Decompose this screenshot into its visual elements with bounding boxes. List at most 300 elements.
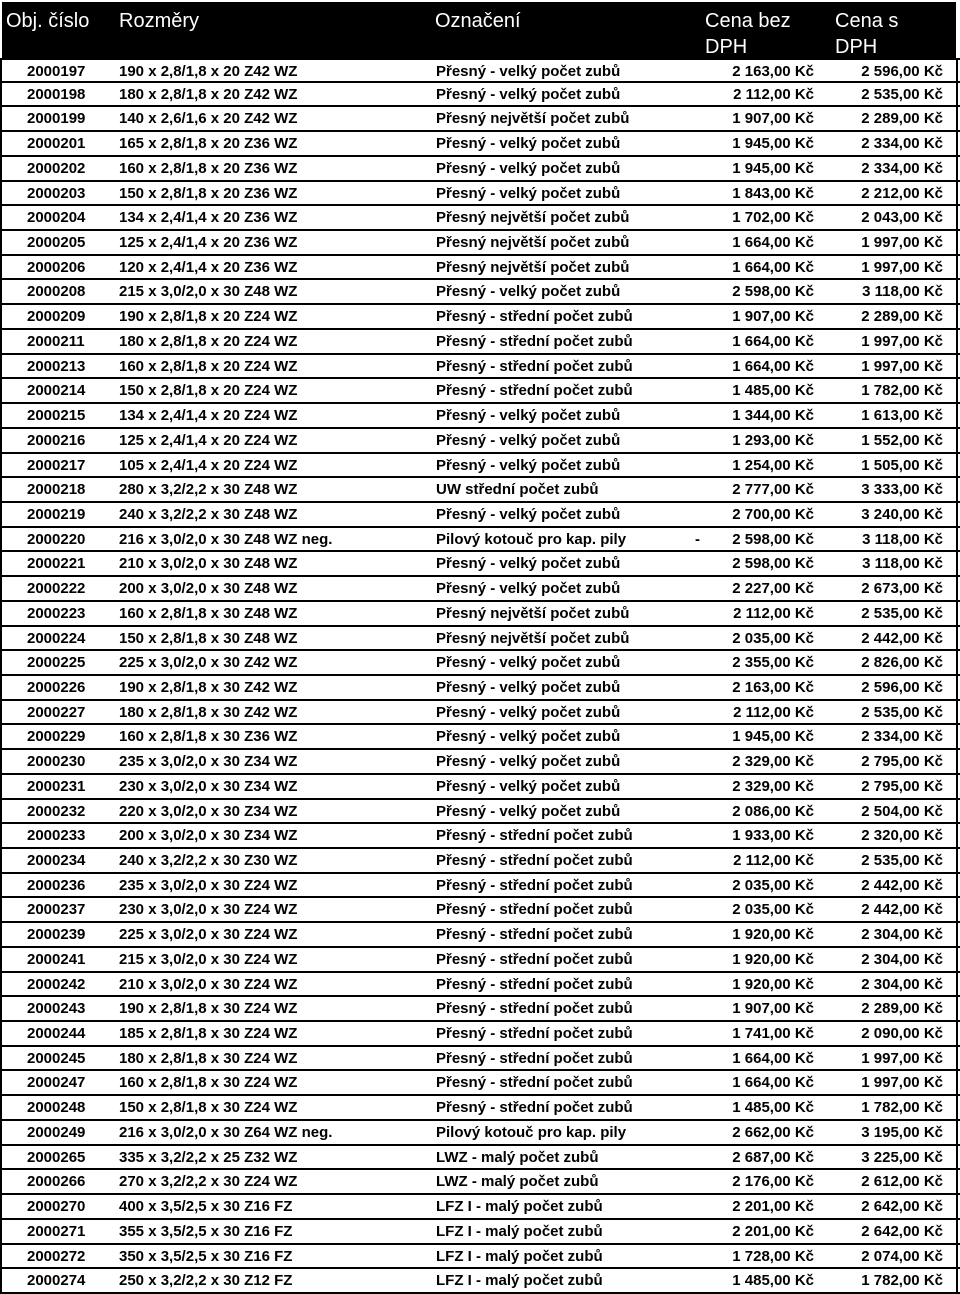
cell-cena-bez-dph: 1 920,00 Kč <box>732 950 814 968</box>
cell-rozmery: 240 x 3,2/2,2 x 30 Z30 WZ <box>119 852 298 869</box>
table-row <box>0 577 960 602</box>
row-right-border <box>956 651 958 674</box>
cell-rozmery: 125 x 2,4/1,4 x 20 Z36 WZ <box>119 234 298 252</box>
cell-rozmery: 190 x 2,8/1,8 x 30 Z24 WZ <box>119 1000 298 1018</box>
cell-cena-bez-dph: 1 933,00 Kč <box>732 827 814 845</box>
row-left-border <box>0 849 2 872</box>
cell-obj-cislo: 2000199 <box>27 110 86 128</box>
row-right-border <box>956 206 958 229</box>
row-right-border <box>956 1071 958 1094</box>
cell-rozmery: 190 x 2,8/1,8 x 30 Z42 WZ <box>119 678 298 696</box>
row-left-border <box>0 602 2 625</box>
row-right-border <box>956 60 958 81</box>
cell-oznaceni: Přesný největší počet zubů <box>436 604 630 622</box>
cell-cena-bez-dph: 1 920,00 Kč <box>732 926 814 944</box>
cell-dash-mark: - <box>695 530 700 548</box>
cell-cena-s-dph: 3 118,00 Kč <box>862 530 943 548</box>
row-left-border <box>0 898 2 921</box>
row-left-border <box>0 874 2 897</box>
cell-cena-s-dph: 2 043,00 Kč <box>861 209 943 227</box>
row-left-border <box>0 330 2 353</box>
row-left-border <box>0 627 2 650</box>
row-left-border <box>0 1121 2 1144</box>
row-left-border <box>0 1096 2 1119</box>
cell-oznaceni: Přesný největší počet zubů <box>436 209 630 227</box>
table-row <box>0 1121 960 1146</box>
row-left-border <box>0 775 2 798</box>
table-row <box>0 552 960 577</box>
row-left-border <box>0 305 2 328</box>
table-row <box>0 874 960 899</box>
cell-cena-s-dph: 2 596,00 Kč <box>861 678 943 696</box>
cell-rozmery: 230 x 3,0/2,0 x 30 Z34 WZ <box>119 777 298 795</box>
row-left-border <box>0 1195 2 1218</box>
row-right-border <box>956 83 958 106</box>
cell-cena-bez-dph: 2 035,00 Kč <box>732 629 814 647</box>
cell-rozmery: 210 x 3,0/2,0 x 30 Z24 WZ <box>119 975 298 993</box>
cell-rozmery: 105 x 2,4/1,4 x 20 Z24 WZ <box>119 456 298 474</box>
cell-oznaceni: Přesný - střední počet zubů <box>436 975 633 993</box>
cell-obj-cislo: 2000249 <box>27 1123 86 1141</box>
table-row <box>0 849 960 874</box>
cell-obj-cislo: 2000213 <box>27 357 86 375</box>
cell-rozmery: 220 x 3,0/2,0 x 30 Z34 WZ <box>119 802 298 820</box>
cell-oznaceni: Přesný - velký počet zubů <box>436 456 621 474</box>
cell-obj-cislo: 2000272 <box>27 1247 86 1265</box>
cell-rozmery: 180 x 2,8/1,8 x 30 Z24 WZ <box>119 1049 298 1067</box>
cell-cena-s-dph: 2 304,00 Kč <box>861 950 943 968</box>
cell-oznaceni: Přesný největší počet zubů <box>436 258 630 276</box>
cell-obj-cislo: 2000227 <box>27 703 86 721</box>
cell-rozmery: 210 x 3,0/2,0 x 30 Z48 WZ <box>119 555 298 573</box>
cell-obj-cislo: 2000232 <box>27 802 86 820</box>
row-right-border <box>956 725 958 748</box>
cell-cena-bez-dph: 2 355,00 Kč <box>732 654 814 672</box>
cell-oznaceni: Přesný - střední počet zubů <box>436 926 633 944</box>
cell-cena-bez-dph: 1 907,00 Kč <box>732 1000 814 1018</box>
row-left-border <box>0 182 2 205</box>
cell-oznaceni: Přesný - střední počet zubů <box>436 332 633 350</box>
cell-rozmery: 240 x 3,2/2,2 x 30 Z48 WZ <box>119 505 298 523</box>
cell-cena-s-dph: 2 795,00 Kč <box>861 777 943 795</box>
cell-rozmery: 225 x 3,0/2,0 x 30 Z42 WZ <box>119 654 298 672</box>
table-row <box>0 651 960 676</box>
price-table <box>0 58 960 1294</box>
row-left-border <box>0 1071 2 1094</box>
cell-cena-bez-dph: 1 664,00 Kč <box>732 258 814 276</box>
row-left-border <box>0 1269 2 1292</box>
cell-rozmery: 180 x 2,8/1,8 x 30 Z42 WZ <box>119 703 298 721</box>
cell-rozmery: 140 x 2,6/1,6 x 20 Z42 WZ <box>119 110 298 128</box>
table-row <box>0 750 960 775</box>
row-left-border <box>0 280 2 303</box>
cell-oznaceni: Pilový kotouč pro kap. pily <box>436 530 627 548</box>
cell-obj-cislo: 2000218 <box>27 481 86 499</box>
cell-obj-cislo: 2000225 <box>27 654 86 672</box>
row-right-border <box>956 1096 958 1119</box>
cell-cena-s-dph: 1 613,00 Kč <box>861 407 943 425</box>
cell-cena-s-dph: 2 334,00 Kč <box>861 159 943 177</box>
cell-cena-s-dph: 3 118,00 Kč <box>862 555 943 573</box>
cell-rozmery: 150 x 2,8/1,8 x 20 Z24 WZ <box>119 382 298 400</box>
cell-cena-s-dph: 3 333,00 Kč <box>861 481 943 499</box>
cell-obj-cislo: 2000237 <box>27 901 86 919</box>
cell-cena-bez-dph: 2 598,00 Kč <box>732 283 814 301</box>
row-right-border <box>956 1047 958 1070</box>
cell-rozmery: 350 x 3,5/2,5 x 30 Z16 FZ <box>119 1247 293 1265</box>
cell-cena-bez-dph: 1 485,00 Kč <box>732 1272 814 1290</box>
cell-rozmery: 160 x 2,8/1,8 x 30 Z24 WZ <box>119 1074 298 1092</box>
cell-cena-bez-dph: 1 664,00 Kč <box>732 332 814 350</box>
cell-rozmery: 120 x 2,4/1,4 x 20 Z36 WZ <box>119 258 298 276</box>
row-left-border <box>0 1022 2 1045</box>
row-left-border <box>0 132 2 155</box>
cell-oznaceni: Přesný - velký počet zubů <box>436 85 621 103</box>
cell-obj-cislo: 2000221 <box>27 555 86 573</box>
cell-oznaceni: Přesný - střední počet zubů <box>436 827 633 845</box>
row-right-border <box>956 429 958 452</box>
row-left-border <box>0 750 2 773</box>
cell-cena-bez-dph: 1 293,00 Kč <box>732 431 814 449</box>
cell-obj-cislo: 2000219 <box>27 505 86 523</box>
cell-cena-bez-dph: 1 254,00 Kč <box>732 456 814 474</box>
header-oznaceni: Označení <box>435 10 521 32</box>
cell-cena-bez-dph: 2 163,00 Kč <box>732 678 814 696</box>
table-row <box>0 1071 960 1096</box>
cell-cena-bez-dph: 2 112,00 Kč <box>733 852 814 869</box>
row-left-border <box>0 1146 2 1169</box>
row-right-border <box>956 948 958 971</box>
cell-cena-bez-dph: 2 227,00 Kč <box>732 580 814 598</box>
cell-oznaceni: Přesný - střední počet zubů <box>436 950 633 968</box>
cell-obj-cislo: 2000239 <box>27 926 86 944</box>
cell-obj-cislo: 2000214 <box>27 382 86 400</box>
cell-oznaceni: Přesný - střední počet zubů <box>436 382 633 400</box>
cell-cena-s-dph: 3 225,00 Kč <box>861 1148 943 1166</box>
cell-cena-bez-dph: 2 662,00 Kč <box>732 1123 814 1141</box>
cell-obj-cislo: 2000197 <box>27 63 86 80</box>
cell-cena-bez-dph: 2 112,00 Kč <box>733 85 814 103</box>
row-right-border <box>956 997 958 1020</box>
cell-obj-cislo: 2000220 <box>27 530 86 548</box>
row-right-border <box>956 1245 958 1268</box>
cell-cena-s-dph: 2 673,00 Kč <box>861 580 943 598</box>
cell-oznaceni: Pilový kotouč pro kap. pily <box>436 1123 627 1141</box>
row-left-border <box>0 355 2 378</box>
cell-obj-cislo: 2000271 <box>27 1222 86 1240</box>
cell-cena-bez-dph: 2 329,00 Kč <box>732 777 814 795</box>
cell-obj-cislo: 2000236 <box>27 876 86 894</box>
cell-rozmery: 216 x 3,0/2,0 x 30 Z48 WZ neg. <box>119 530 333 548</box>
cell-cena-bez-dph: 1 485,00 Kč <box>732 382 814 400</box>
cell-cena-bez-dph: 1 945,00 Kč <box>732 728 814 746</box>
cell-rozmery: 185 x 2,8/1,8 x 30 Z24 WZ <box>119 1025 298 1043</box>
cell-obj-cislo: 2000204 <box>27 209 86 227</box>
cell-obj-cislo: 2000226 <box>27 678 86 696</box>
row-left-border <box>0 206 2 229</box>
row-right-border <box>956 330 958 353</box>
row-right-border <box>956 1022 958 1045</box>
cell-oznaceni: Přesný - velký počet zubů <box>436 159 621 177</box>
cell-cena-s-dph: 2 795,00 Kč <box>861 753 943 771</box>
cell-oznaceni: Přesný - střední počet zubů <box>436 308 633 326</box>
cell-cena-s-dph: 2 304,00 Kč <box>861 975 943 993</box>
cell-oznaceni: Přesný největší počet zubů <box>436 629 630 647</box>
cell-cena-s-dph: 1 997,00 Kč <box>861 357 943 375</box>
table-row <box>0 701 960 726</box>
row-left-border <box>0 256 2 279</box>
row-right-border <box>956 1269 958 1292</box>
row-left-border <box>0 1047 2 1070</box>
row-left-border <box>0 60 2 81</box>
row-right-border <box>956 1170 958 1193</box>
row-left-border <box>0 528 2 551</box>
cell-obj-cislo: 2000234 <box>27 852 86 869</box>
row-right-border <box>956 676 958 699</box>
row-left-border <box>0 107 2 130</box>
cell-cena-s-dph: 2 442,00 Kč <box>861 876 943 894</box>
table-row <box>0 948 960 973</box>
table-row <box>0 355 960 380</box>
row-right-border <box>956 775 958 798</box>
row-right-border <box>956 231 958 254</box>
cell-rozmery: 216 x 3,0/2,0 x 30 Z64 WZ neg. <box>119 1123 333 1141</box>
cell-oznaceni: Přesný - velký počet zubů <box>436 580 621 598</box>
table-row <box>0 1047 960 1072</box>
cell-oznaceni: Přesný - střední počet zubů <box>436 876 633 894</box>
table-row <box>0 824 960 849</box>
cell-cena-s-dph: 1 782,00 Kč <box>861 382 943 400</box>
cell-cena-s-dph: 2 320,00 Kč <box>861 827 943 845</box>
table-row <box>0 404 960 429</box>
table-row <box>0 157 960 182</box>
cell-obj-cislo: 2000229 <box>27 728 86 746</box>
cell-rozmery: 190 x 2,8/1,8 x 20 Z24 WZ <box>119 308 298 326</box>
cell-cena-bez-dph: 2 201,00 Kč <box>732 1198 814 1216</box>
cell-cena-s-dph: 2 334,00 Kč <box>861 728 943 746</box>
cell-cena-s-dph: 2 090,00 Kč <box>861 1025 943 1043</box>
row-left-border <box>0 701 2 724</box>
cell-cena-bez-dph: 1 843,00 Kč <box>732 184 814 202</box>
cell-oznaceni: Přesný - velký počet zubů <box>436 283 621 301</box>
cell-cena-bez-dph: 1 728,00 Kč <box>732 1247 814 1265</box>
cell-cena-bez-dph: 2 035,00 Kč <box>732 876 814 894</box>
cell-rozmery: 190 x 2,8/1,8 x 20 Z42 WZ <box>119 63 298 80</box>
table-row <box>0 1269 960 1294</box>
cell-oznaceni: Přesný - velký počet zubů <box>436 703 621 721</box>
cell-oznaceni: Přesný - střední počet zubů <box>436 357 633 375</box>
cell-cena-bez-dph: 1 344,00 Kč <box>732 407 814 425</box>
cell-oznaceni: Přesný - střední počet zubů <box>436 1049 633 1067</box>
cell-cena-s-dph: 3 195,00 Kč <box>861 1123 943 1141</box>
cell-oznaceni: Přesný - velký počet zubů <box>436 654 621 672</box>
cell-rozmery: 235 x 3,0/2,0 x 30 Z24 WZ <box>119 876 298 894</box>
cell-obj-cislo: 2000243 <box>27 1000 86 1018</box>
cell-obj-cislo: 2000248 <box>27 1099 86 1117</box>
cell-rozmery: 230 x 3,0/2,0 x 30 Z24 WZ <box>119 901 298 919</box>
cell-cena-s-dph: 1 997,00 Kč <box>861 1074 943 1092</box>
cell-oznaceni: Přesný - střední počet zubů <box>436 852 633 869</box>
cell-rozmery: 160 x 2,8/1,8 x 20 Z24 WZ <box>119 357 298 375</box>
cell-oznaceni: LFZ I - malý počet zubů <box>436 1222 603 1240</box>
cell-cena-bez-dph: 1 485,00 Kč <box>732 1099 814 1117</box>
row-right-border <box>956 503 958 526</box>
cell-cena-bez-dph: 2 086,00 Kč <box>732 802 814 820</box>
cell-cena-bez-dph: 1 945,00 Kč <box>732 159 814 177</box>
cell-cena-s-dph: 1 552,00 Kč <box>861 431 943 449</box>
cell-cena-s-dph: 2 289,00 Kč <box>861 110 943 128</box>
row-left-border <box>0 552 2 575</box>
row-left-border <box>0 577 2 600</box>
table-row <box>0 231 960 256</box>
table-row <box>0 58 960 83</box>
cell-obj-cislo: 2000266 <box>27 1173 86 1191</box>
cell-rozmery: 235 x 3,0/2,0 x 30 Z34 WZ <box>119 753 298 771</box>
header-cena-bez-dph-line2: DPH <box>705 36 748 58</box>
cell-cena-s-dph: 2 442,00 Kč <box>861 901 943 919</box>
cell-rozmery: 250 x 3,2/2,2 x 30 Z12 FZ <box>119 1272 293 1290</box>
cell-rozmery: 165 x 2,8/1,8 x 20 Z36 WZ <box>119 135 298 153</box>
cell-rozmery: 180 x 2,8/1,8 x 20 Z42 WZ <box>119 85 298 103</box>
row-left-border <box>0 478 2 501</box>
row-right-border <box>956 454 958 477</box>
cell-obj-cislo: 2000216 <box>27 431 86 449</box>
row-right-border <box>956 849 958 872</box>
cell-cena-s-dph: 1 997,00 Kč <box>861 1049 943 1067</box>
table-row <box>0 1096 960 1121</box>
table-row <box>0 454 960 479</box>
cell-cena-s-dph: 2 212,00 Kč <box>861 184 943 202</box>
cell-cena-bez-dph: 1 664,00 Kč <box>732 357 814 375</box>
table-row <box>0 256 960 281</box>
row-right-border <box>956 132 958 155</box>
row-right-border <box>956 874 958 897</box>
cell-obj-cislo: 2000209 <box>27 308 86 326</box>
row-left-border <box>0 1170 2 1193</box>
cell-oznaceni: Přesný - střední počet zubů <box>436 1099 633 1117</box>
cell-cena-s-dph: 2 074,00 Kč <box>861 1247 943 1265</box>
row-right-border <box>956 1121 958 1144</box>
cell-obj-cislo: 2000203 <box>27 184 86 202</box>
cell-cena-bez-dph: 2 176,00 Kč <box>732 1173 814 1191</box>
cell-cena-bez-dph: 2 112,00 Kč <box>733 703 814 721</box>
cell-obj-cislo: 2000274 <box>27 1272 86 1290</box>
cell-oznaceni: Přesný - velký počet zubů <box>436 777 621 795</box>
cell-oznaceni: Přesný - velký počet zubů <box>436 431 621 449</box>
cell-oznaceni: LWZ - malý počet zubů <box>436 1173 599 1191</box>
row-right-border <box>956 157 958 180</box>
cell-obj-cislo: 2000215 <box>27 407 86 425</box>
row-left-border <box>0 676 2 699</box>
cell-cena-s-dph: 3 118,00 Kč <box>862 283 943 301</box>
cell-cena-s-dph: 1 505,00 Kč <box>861 456 943 474</box>
cell-cena-bez-dph: 1 741,00 Kč <box>732 1025 814 1043</box>
row-right-border <box>956 107 958 130</box>
cell-cena-bez-dph: 1 920,00 Kč <box>732 975 814 993</box>
cell-cena-bez-dph: 2 112,00 Kč <box>733 604 814 622</box>
cell-rozmery: 355 x 3,5/2,5 x 30 Z16 FZ <box>119 1222 293 1240</box>
table-row <box>0 182 960 207</box>
row-left-border <box>0 948 2 971</box>
cell-oznaceni: LWZ - malý počet zubů <box>436 1148 599 1166</box>
cell-obj-cislo: 2000241 <box>27 950 86 968</box>
table-row <box>0 1245 960 1270</box>
row-right-border <box>956 256 958 279</box>
cell-obj-cislo: 2000206 <box>27 258 86 276</box>
table-row <box>0 676 960 701</box>
cell-oznaceni: Přesný - velký počet zubů <box>436 135 621 153</box>
row-right-border <box>956 379 958 402</box>
cell-rozmery: 180 x 2,8/1,8 x 20 Z24 WZ <box>119 332 298 350</box>
cell-rozmery: 134 x 2,4/1,4 x 20 Z36 WZ <box>119 209 298 227</box>
header-obj-cislo: Obj. číslo <box>6 10 90 32</box>
table-row <box>0 997 960 1022</box>
cell-cena-s-dph: 3 240,00 Kč <box>861 505 943 523</box>
row-right-border <box>956 355 958 378</box>
table-row <box>0 503 960 528</box>
cell-cena-bez-dph: 1 945,00 Kč <box>732 135 814 153</box>
table-row <box>0 1170 960 1195</box>
row-left-border <box>0 404 2 427</box>
cell-rozmery: 160 x 2,8/1,8 x 30 Z36 WZ <box>119 728 298 746</box>
cell-cena-bez-dph: 2 035,00 Kč <box>732 901 814 919</box>
cell-rozmery: 335 x 3,2/2,2 x 25 Z32 WZ <box>119 1148 298 1166</box>
row-right-border <box>956 923 958 946</box>
cell-cena-bez-dph: 2 777,00 Kč <box>732 481 814 499</box>
cell-cena-s-dph: 2 289,00 Kč <box>861 1000 943 1018</box>
cell-cena-bez-dph: 1 664,00 Kč <box>732 1074 814 1092</box>
cell-cena-bez-dph: 2 329,00 Kč <box>732 753 814 771</box>
table-row <box>0 83 960 108</box>
cell-cena-s-dph: 2 535,00 Kč <box>861 703 943 721</box>
table-row <box>0 898 960 923</box>
cell-cena-s-dph: 1 782,00 Kč <box>861 1099 943 1117</box>
cell-rozmery: 280 x 3,2/2,2 x 30 Z48 WZ <box>119 481 298 499</box>
cell-cena-s-dph: 2 334,00 Kč <box>861 135 943 153</box>
cell-oznaceni: LFZ I - malý počet zubů <box>436 1198 603 1216</box>
row-right-border <box>956 182 958 205</box>
row-left-border <box>0 429 2 452</box>
cell-rozmery: 150 x 2,8/1,8 x 30 Z48 WZ <box>119 629 298 647</box>
cell-cena-s-dph: 2 642,00 Kč <box>861 1222 943 1240</box>
row-left-border <box>0 157 2 180</box>
cell-oznaceni: Přesný - velký počet zubů <box>436 505 621 523</box>
row-right-border <box>956 701 958 724</box>
cell-cena-bez-dph: 1 907,00 Kč <box>732 308 814 326</box>
row-right-border <box>956 305 958 328</box>
header-cena-s-dph-line2: DPH <box>835 36 878 58</box>
row-left-border <box>0 454 2 477</box>
table-row <box>0 379 960 404</box>
table-row <box>0 1146 960 1171</box>
cell-oznaceni: UW střední počet zubů <box>436 481 599 499</box>
cell-cena-bez-dph: 1 702,00 Kč <box>732 209 814 227</box>
cell-cena-s-dph: 2 535,00 Kč <box>861 852 943 869</box>
cell-obj-cislo: 2000245 <box>27 1049 86 1067</box>
row-right-border <box>956 404 958 427</box>
table-row <box>0 528 960 553</box>
cell-cena-bez-dph: 2 700,00 Kč <box>732 505 814 523</box>
cell-rozmery: 225 x 3,0/2,0 x 30 Z24 WZ <box>119 926 298 944</box>
cell-rozmery: 150 x 2,8/1,8 x 30 Z24 WZ <box>119 1099 298 1117</box>
header-cena-s-dph-line1: Cena s <box>835 10 899 32</box>
cell-cena-bez-dph: 2 598,00 Kč <box>732 555 814 573</box>
table-row <box>0 330 960 355</box>
cell-obj-cislo: 2000244 <box>27 1025 86 1043</box>
cell-rozmery: 160 x 2,8/1,8 x 20 Z36 WZ <box>119 159 298 177</box>
row-right-border <box>956 898 958 921</box>
cell-rozmery: 400 x 3,5/2,5 x 30 Z16 FZ <box>119 1198 293 1216</box>
